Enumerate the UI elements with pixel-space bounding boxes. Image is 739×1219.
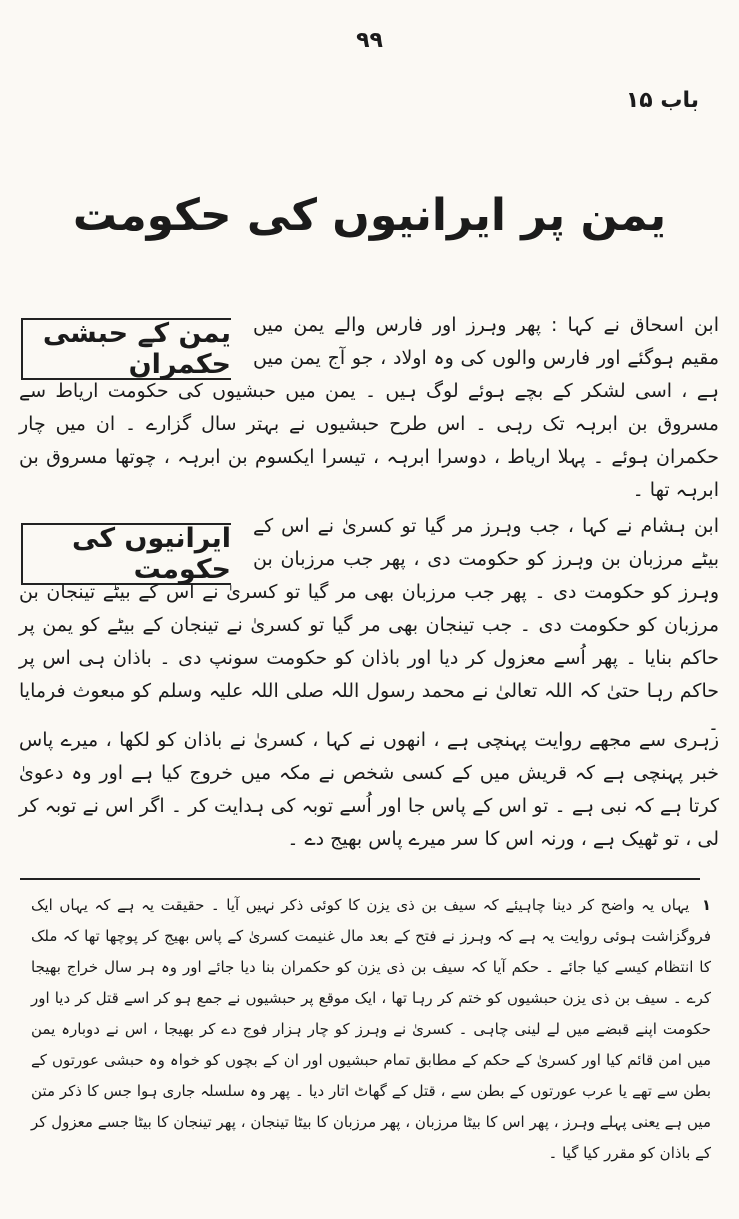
- heading-wrap-spacer: [19, 309, 241, 375]
- paragraph-zuhri-narration: [19, 724, 719, 856]
- paragraph-iranian-rule: [19, 510, 719, 741]
- heading-wrap-spacer: [19, 510, 241, 576]
- section-heading-text: یمن کے حبشی حکمران: [42, 318, 231, 380]
- paragraph-abyssinian-rulers: [19, 309, 719, 507]
- footnote-divider: [20, 878, 700, 880]
- paragraph-text: ابن اسحاق نے کہا : پھر وہرز اور فارس والے یمن میں مقیم ہوگئے اور فارس والوں کی وہ اولاد ، جو آج یمن میں ہے ، اسی لشکر کے بچے ہوئے لوگ ہیں ۔ یمن میں حبشیوں کی حکومت اریاط سے مسروق بن ابرہہ تک رہی ۔ اس طرح حبشیوں نے بہتر سال گزارے ۔ ان میں چار حکمران ہوئے ۔ پہلا اریاط ، دوسرا ابرہہ ، تیسرا ایکسوم بن ابرہہ ، چوتھا مسروق بن ابرہہ تھا ۔: [19, 314, 719, 501]
- page-number: ۹۹: [356, 28, 383, 53]
- footnote-text: یہاں یہ واضح کر دینا چاہیئے کہ سیف بن ذی یزن کا کوئی ذکر نہیں آیا ۔ حقیقت یہ ہے کہ یہاں ایک فروگزاشت ہوئی روایت یہ ہے کہ وہرز نے فتح کے بعد مال غنیمت کسریٰ کے پاس بھیج کر پوچھا تھا کہ ملک کا انتظام کیسے کیا جائے ۔ حکم آیا کہ سیف بن ذی یزن کو حکمران بنا دیا جائے اور وہ ہر سال خراج بھیجا کرے ۔ سیف بن ذی یزن حبشیوں کو ختم کر رہا تھا ، ایک موقع پر حبشیوں نے جمع ہو کر اسے قتل کر دیا اور حکومت اپنے قبضے میں لے لینی چاہی ۔ کسریٰ نے وہرز کو چار ہزار فوج دے کر بھیجا ، اس نے دوبارہ یمن میں امن قائم کیا اور کسریٰ کے حکم کے مطابق تمام حبشیوں اور ان کے بچوں کو خواہ وہ حبشی عورتوں کے بطن سے تھے یا عرب عورتوں کے بطن سے ، قتل کے گھاٹ اتار دیا ۔ پھر وہ سلسلہ جاری ہوا جس کا ذکر متن میں ہے یعنی پہلے وہرز ، پھر اس کا بیٹا مرزبان ، پھر مرزبان کا بیٹا تینجان ، پھر تینجان کا بیٹا جسے معزول کر کے باذان کو مقرر کیا گیا ۔: [31, 896, 712, 1162]
- paragraph-text: ابن ہشام نے کہا ، جب وہرز مر گیا تو کسریٰ نے اس کے بیٹے مرزبان بن وہرز کو حکومت دی ، پھر جب مرزبان بن وہرز کو حکومت دی ۔ پھر جب مرزبان بھی مر گیا تو کسریٰ نے اس کے بیٹے تینجان بن مرزبان کو حکومت دی ۔ جب تینجان بھی مر گیا تو کسریٰ نے تینجان کے بیٹے کو یمن پر حاکم بنایا ۔ پھر اُسے معزول کر دیا اور باذان کو حکومت سونپ دی ۔ باذان ہی اس پر حاکم رہا حتیٰ کہ اللہ تعالیٰ نے محمد رسول اللہ صلی اللہ علیہ وسلم کو مبعوث فرمایا ۔: [19, 515, 719, 735]
- chapter-label: باب ۱۵: [625, 88, 699, 113]
- paragraph-text: زہری سے مجھے روایت پہنچی ہے ، انھوں نے کہا ، کسریٰ نے باذان کو لکھا ، میرے پاس خبر پہنچی ہے کہ قریش میں کے کسی شخص نے مکہ میں خروج کیا ہے اور وہ دعویٰ کرتا ہے کہ نبی ہے ۔ تو اس کے پاس جا اور اُسے توبہ کی ہدایت کر ۔ اگر اس نے توبہ کر لی ، تو ٹھیک ہے ، ورنہ اس کا سر میرے پاس بھیج دے ۔: [19, 729, 719, 850]
- chapter-title: یمن پر ایرانیوں کی حکومت: [72, 190, 667, 241]
- footnote: [31, 890, 711, 1169]
- section-heading-text: ایرانیوں کی حکومت: [72, 523, 231, 585]
- footnote-marker: ۱: [701, 896, 711, 914]
